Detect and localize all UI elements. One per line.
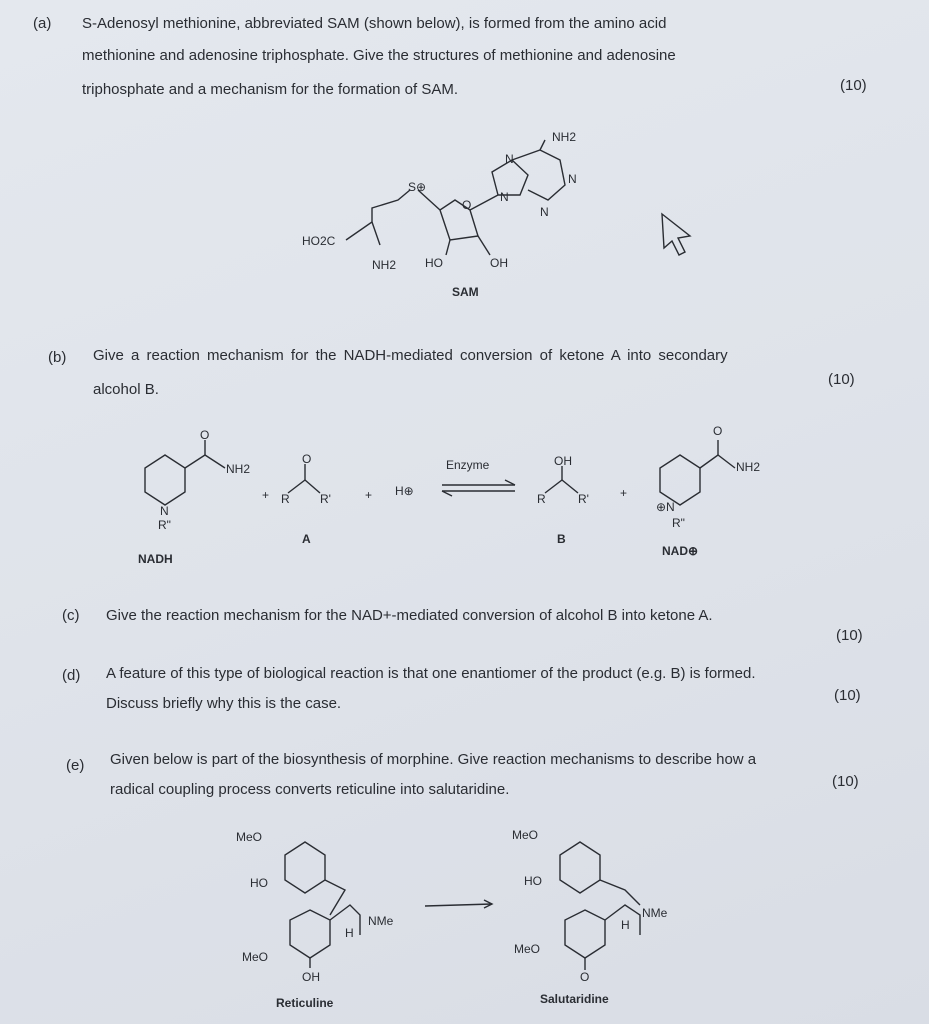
question-d-label: (d) [62, 667, 81, 684]
nad-nh2: NH2 [736, 460, 761, 474]
question-c-marks: (10) [836, 627, 863, 644]
alcohol-bonds [545, 466, 578, 493]
plus-2: + [365, 488, 373, 502]
alcohol-r2: R' [578, 492, 589, 506]
nad-r: R" [672, 516, 685, 530]
sam-ho: HO [425, 256, 443, 270]
salutaridine-meo-1: MeO [512, 828, 539, 842]
question-a-line1: S-Adenosyl methionine, abbreviated SAM (shown below), is formed from the amino acid [82, 15, 667, 32]
nadh-o: O [200, 428, 210, 442]
ketone-name: A [302, 532, 311, 546]
nad-name: NAD⊕ [662, 544, 699, 558]
question-e-label: (e) [66, 757, 85, 774]
proton: H⊕ [395, 484, 414, 498]
question-a-line3: triphosphate and a mechanism for the formation of SAM. [82, 81, 459, 98]
question-b-line1: Give a reaction mechanism for the NADH-mediated conversion of ketone A into secondary [93, 347, 728, 364]
reticuline-name: Reticuline [276, 996, 334, 1010]
question-c-label: (c) [62, 607, 80, 624]
question-c-line1: Give the reaction mechanism for the NAD+-mediated conversion of alcohol B into ketone A. [106, 607, 713, 624]
question-e-marks: (10) [832, 773, 859, 790]
sam-oh: OH [490, 256, 508, 270]
mouse-cursor-icon [662, 214, 690, 255]
sam-n3: N [500, 190, 509, 204]
nad-n: ⊕N [656, 500, 675, 514]
enzyme-label: Enzyme [446, 458, 490, 472]
nadh-r: R" [158, 518, 171, 532]
question-e-line2: radical coupling process converts reticuline into salutaridine. [110, 781, 510, 798]
sam-o: O [462, 198, 472, 212]
sam-ho2c: HO2C [302, 234, 336, 248]
reticuline-meo-1: MeO [236, 830, 263, 844]
ketone-r: R [281, 492, 290, 506]
alcohol-oh: OH [554, 454, 572, 468]
reticuline-oh: OH [302, 970, 320, 984]
reticuline-bonds [285, 842, 360, 968]
reticuline-nme: NMe [368, 914, 394, 928]
alcohol-r: R [537, 492, 546, 506]
nad-o: O [713, 424, 723, 438]
nadh-bonds [145, 440, 225, 505]
ketone-r2: R' [320, 492, 331, 506]
question-a-marks: (10) [840, 77, 867, 94]
salutaridine-h: H [621, 918, 630, 932]
reaction-arrow-b [442, 480, 515, 496]
reaction-arrow-e [425, 900, 492, 908]
sam-n2: N [568, 172, 577, 186]
question-d-line1: A feature of this type of biological reaction is that one enantiomer of the product (e.g. B) is formed. [106, 665, 756, 682]
ketone-o: O [302, 452, 312, 466]
plus-1: + [262, 488, 270, 502]
nadh-n: N [160, 504, 169, 518]
salutaridine-meo-2: MeO [514, 942, 541, 956]
question-d-marks: (10) [834, 687, 861, 704]
reticuline-h: H [345, 926, 354, 940]
question-e-line1: Given below is part of the biosynthesis of morphine. Give reaction mechanisms to describe how a [110, 751, 757, 768]
sam-n4: N [540, 205, 549, 219]
plus-3: + [620, 486, 628, 500]
salutaridine-name: Salutaridine [540, 992, 609, 1006]
salutaridine-nme: NMe [642, 906, 668, 920]
question-a-line2: methionine and adenosine triphosphate. Give the structures of methionine and adenosine [82, 47, 676, 64]
question-b-line2: alcohol B. [93, 381, 159, 398]
question-b-marks: (10) [828, 371, 855, 388]
salutaridine-ho: HO [524, 874, 542, 888]
nad-bonds [660, 440, 735, 505]
question-b-label: (b) [48, 349, 67, 366]
nadh-nh2: NH2 [226, 462, 251, 476]
sam-bonds [346, 140, 565, 255]
ketone-bonds [288, 464, 320, 493]
sam-nh2-top: NH2 [552, 130, 577, 144]
sam-nh2: NH2 [372, 258, 397, 272]
salutaridine-o: O [580, 970, 590, 984]
reticuline-ho: HO [250, 876, 268, 890]
reticuline-meo-2: MeO [242, 950, 269, 964]
alcohol-name: B [557, 532, 566, 546]
sam-s-plus: S⊕ [408, 180, 427, 194]
question-a-label: (a) [33, 15, 52, 32]
sam-name: SAM [452, 285, 479, 299]
nadh-name: NADH [138, 552, 173, 566]
sam-n1: N [505, 152, 514, 166]
question-d-line2: Discuss briefly why this is the case. [106, 695, 342, 712]
salutaridine-bonds [560, 842, 640, 970]
